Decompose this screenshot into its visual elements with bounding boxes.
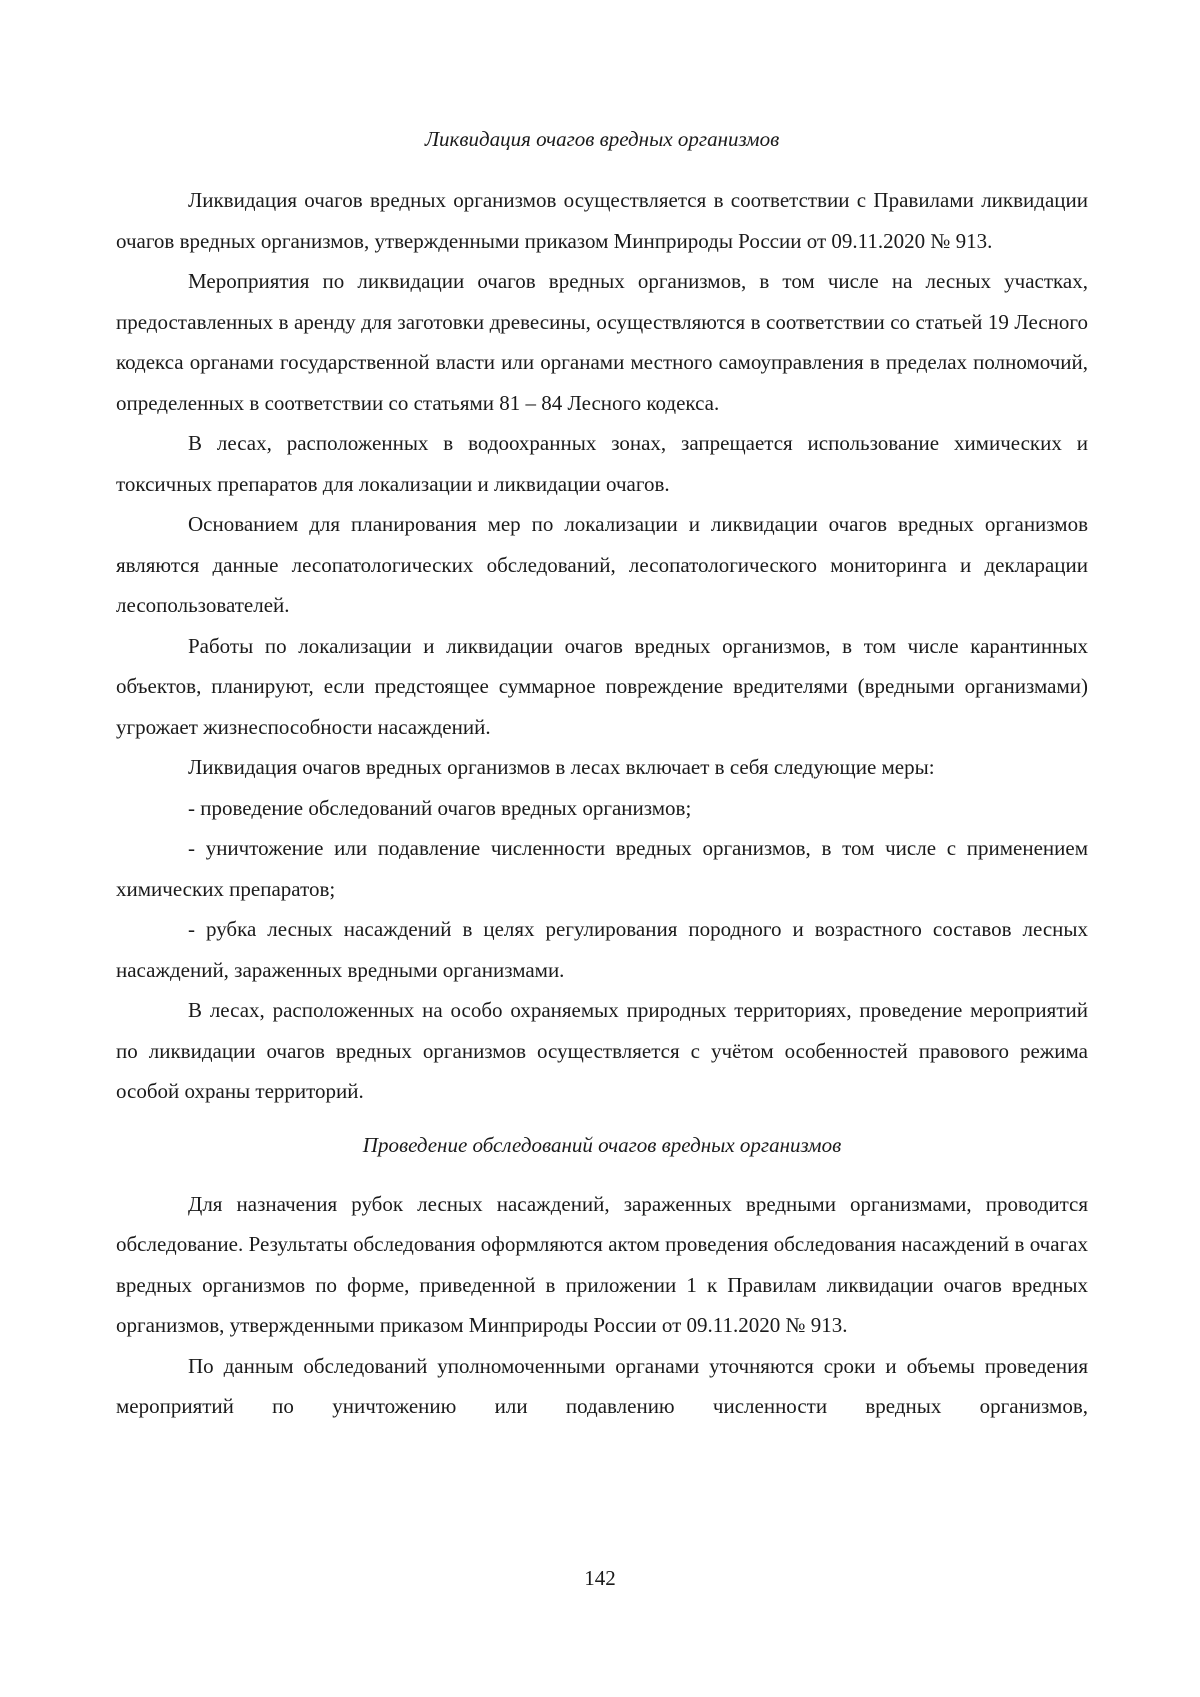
paragraph-6: Ликвидация очагов вредных организмов в лесах включает в себя следующие меры:	[188, 755, 935, 779]
page-content	[116, 120, 1088, 1427]
paragraph-protected-areas: В лесах, расположенных на особо охраняемых природных территориях, проведение мероприятий по ликвидации очагов вредных организмов осуществляется с учётом особенностей правового режима особой охраны территорий.	[116, 998, 1088, 1103]
section-heading-liquidation: Ликвидация очагов вредных организмов	[424, 127, 780, 151]
paragraph-5: Работы по локализации и ликвидации очагов вредных организмов, в том числе карантинных объектов, планируют, если предстоящее суммарное повреждение вредителями (вредными организмами) угрожает жизнеспособности насаждений.	[116, 633, 1088, 739]
paragraph-survey-data: По данным обследований уполномоченными органами уточняются сроки и объемы проведения мероприятий по уничтожению или подавлению численности вредных организмов,	[116, 1353, 1088, 1418]
page-number: 142	[584, 1566, 616, 1590]
list-item-suppression: - уничтожение или подавление численности вредных организмов, в том числе с применением химических препаратов;	[116, 836, 1088, 901]
list-item-survey: - проведение обследований очагов вредных организмов;	[188, 795, 692, 820]
paragraph-4: Основанием для планирования мер по локализации и ликвидации очагов вредных организмов являются данные лесопатологических обследований, лесопатологического мониторинга и декларации лесопользователей.	[116, 512, 1088, 617]
paragraph-1: Ликвидация очагов вредных организмов осуществляется в соответствии с Правилами ликвидации очагов вредных организмов, утвержденными приказом Минприроды России от 09.11.2020 № 913.	[116, 188, 1088, 253]
paragraph-3: В лесах, расположенных в водоохранных зонах, запрещается использование химических и токсичных препаратов для локализации и ликвидации очагов.	[116, 431, 1088, 496]
list-item-felling: - рубка лесных насаждений в целях регулирования породного и возрастного составов лесных насаждений, зараженных вредными организмами.	[116, 917, 1088, 982]
paragraph-2: Мероприятия по ликвидации очагов вредных организмов, в том числе на лесных участках, предоставленных в аренду для заготовки древесины, осуществляются в соответствии со статьей 19 Лесного кодекса органами государственной власти или органами местного самоуправления в пределах полномочий, определенных в соответствии со статьями 81 – 84 Лесного кодекса.	[116, 269, 1088, 415]
section-heading-surveys: Проведение обследований очагов вредных организмов	[362, 1132, 842, 1157]
paragraph-survey-act: Для назначения рубок лесных насаждений, зараженных вредными организмами, проводится обследование. Результаты обследования оформляются актом проведения обследования насаждений в очагах вредных организмов по форме, приведенной в приложении 1 к Правилам ликвидации очагов вредных организмов, утвержденными приказом Минприроды России от 09.11.2020 № 913.	[116, 1191, 1088, 1337]
